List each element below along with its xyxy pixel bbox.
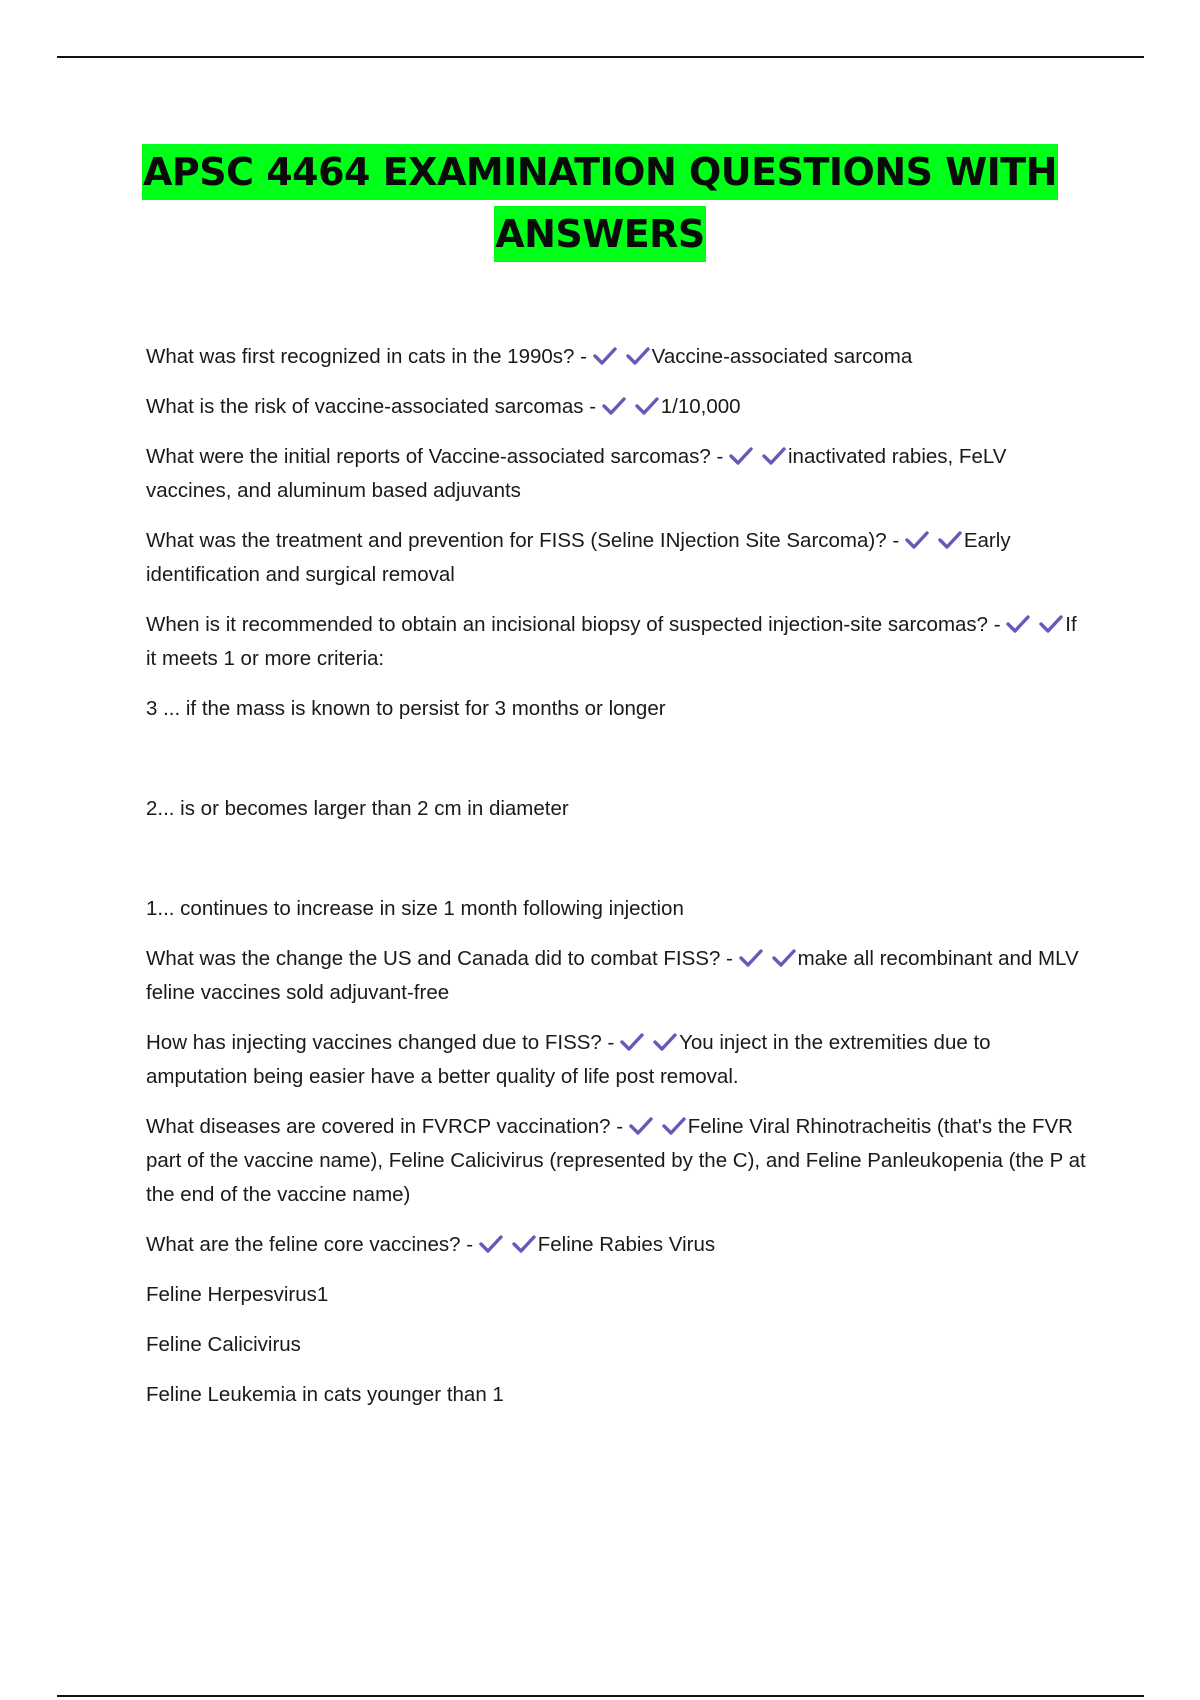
answer: Feline Viral Rhinotracheitis (that's the FVR part of the vaccine name), Feline Calicivirus (represented by the C), and Feline Panleukopenia (the P at the end of the vaccine name) (146, 1115, 1086, 1206)
qa-item (146, 942, 1091, 1010)
check-icon (772, 948, 796, 968)
title-line-1: APSC 4464 EXAMINATION QUESTIONS WITH (142, 144, 1058, 200)
qa-item (146, 608, 1091, 676)
check-icon (629, 1116, 653, 1136)
check-icon (479, 1234, 503, 1254)
answer: make all recombinant and MLV feline vaccines sold adjuvant-free (146, 947, 1079, 1004)
qa-item (146, 390, 1091, 424)
qa-item (146, 340, 1091, 374)
answer: You inject in the extremities due to amputation being easier have a better quality of life post removal. (146, 1031, 991, 1088)
check-icon (1006, 614, 1030, 634)
question: How has injecting vaccines changed due to FISS? - (146, 1031, 615, 1054)
check-icon (729, 446, 753, 466)
question: What was the treatment and prevention for FISS (Seline INjection Site Sarcoma)? - (146, 529, 900, 552)
check-icon (1039, 614, 1063, 634)
answer: 1/10,000 (660, 395, 741, 418)
criteria-item: 3 ... if the mass is known to persist for 3 months or longer (146, 697, 666, 720)
question: What were the initial reports of Vaccine-associated sarcomas? - (146, 445, 724, 468)
qa-item (146, 1026, 1091, 1094)
bottom-rule (57, 1695, 1144, 1697)
core-vaccine-item: Feline Leukemia in cats younger than 1 (146, 1383, 504, 1406)
core-vaccine-item: Feline Herpesvirus1 (146, 1283, 329, 1306)
qa-item (146, 1228, 1091, 1262)
check-icon (662, 1116, 686, 1136)
qa-item (146, 1110, 1091, 1212)
title-line-2: ANSWERS (494, 206, 706, 262)
core-vaccine-item: Feline Calicivirus (146, 1333, 301, 1356)
answer: Vaccine-associated sarcoma (651, 345, 913, 368)
qa-item (146, 440, 1091, 508)
check-icon (762, 446, 786, 466)
criteria-item: 2... is or becomes larger than 2 cm in diameter (146, 797, 569, 820)
question: What was first recognized in cats in the 1990s? - (146, 345, 587, 368)
check-icon (620, 1032, 644, 1052)
answer: inactivated rabies, FeLV vaccines, and aluminum based adjuvants (146, 445, 1007, 502)
check-icon (635, 396, 659, 416)
answer: Feline Rabies Virus (537, 1233, 716, 1256)
qa-item (146, 524, 1091, 592)
question: What was the change the US and Canada did to combat FISS? - (146, 947, 733, 970)
criteria-item: 1... continues to increase in size 1 month following injection (146, 897, 684, 920)
answer: If it meets 1 or more criteria: (146, 613, 1077, 670)
check-icon (653, 1032, 677, 1052)
document-title (0, 144, 1200, 262)
question: What diseases are covered in FVRCP vaccination? - (146, 1115, 624, 1138)
question: What are the feline core vaccines? - (146, 1233, 474, 1256)
top-rule (57, 56, 1144, 58)
check-icon (593, 346, 617, 366)
answer: Early identification and surgical removal (146, 529, 1011, 586)
qa-content (146, 340, 1091, 1428)
check-icon (905, 530, 929, 550)
question: When is it recommended to obtain an incisional biopsy of suspected injection-site sarcomas? - (146, 613, 1001, 636)
check-icon (739, 948, 763, 968)
check-icon (938, 530, 962, 550)
check-icon (602, 396, 626, 416)
question: What is the risk of vaccine-associated sarcomas - (146, 395, 597, 418)
check-icon (626, 346, 650, 366)
check-icon (512, 1234, 536, 1254)
